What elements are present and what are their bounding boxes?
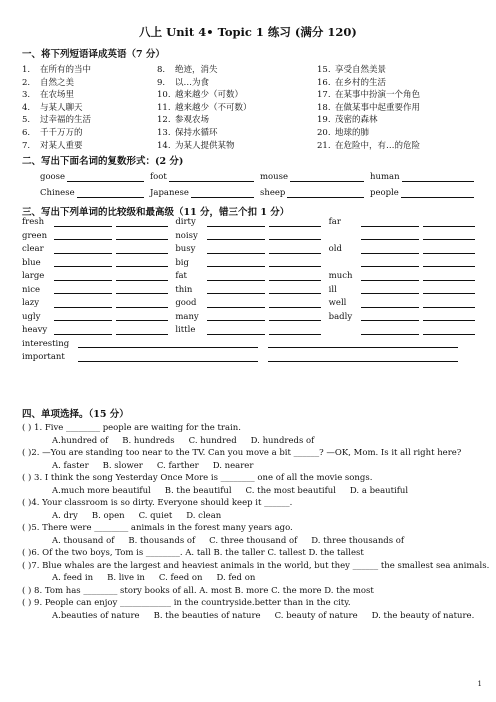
comparative-blank[interactable] <box>207 257 265 267</box>
phrase-text: 茂密的森林 <box>335 115 378 126</box>
comparison-group <box>329 243 482 257</box>
phrase-number: 15. <box>317 65 331 75</box>
superlative-blank[interactable] <box>269 311 321 321</box>
answer-option[interactable]: D. the beauty of nature. <box>371 610 475 621</box>
answer-options <box>22 535 482 548</box>
superlative-blank[interactable] <box>423 284 475 294</box>
adjective-word: well <box>328 298 347 308</box>
comparative-blank[interactable] <box>207 217 265 227</box>
phrase-number: 21. <box>317 140 331 151</box>
answer-option[interactable]: C. quiet <box>138 510 173 521</box>
answer-option[interactable]: B. hundreds <box>122 435 175 446</box>
comparison-row-long <box>22 338 482 352</box>
phrase-text: 以…为食 <box>175 77 210 88</box>
answer-blank[interactable] <box>290 171 364 182</box>
phrase-number: 10. <box>157 90 171 101</box>
phrase-text: 千千万万的 <box>40 127 83 138</box>
adjective-word: much <box>328 271 353 281</box>
answer-option[interactable]: D. hundreds of <box>250 435 315 446</box>
adjective-word: large <box>22 271 45 281</box>
noun-word: Japanese <box>150 188 189 198</box>
answer-options <box>22 572 482 585</box>
comparison-row <box>22 284 482 298</box>
comparison-group <box>22 324 175 338</box>
comparative-blank[interactable] <box>361 217 419 227</box>
multiple-choice-list <box>22 422 490 622</box>
noun-word: Chinese <box>40 188 75 198</box>
comparison-row <box>22 230 482 244</box>
comparative-blank[interactable] <box>207 271 265 281</box>
superlative-blank[interactable] <box>423 325 475 335</box>
comparison-group <box>22 297 175 311</box>
answer-options <box>22 485 482 498</box>
comparison-group <box>175 324 328 338</box>
phrase-cell <box>22 102 157 115</box>
phrase-number: 3. <box>22 90 31 101</box>
answer-option[interactable]: C. farther <box>156 460 199 471</box>
comparative-blank[interactable] <box>361 230 419 240</box>
phrase-cell <box>317 77 482 90</box>
question-stem: ( )2. —You are standing too near to the TV. Can you move a bit ______? —OK, Mom. Is it all right here? <box>22 448 462 458</box>
answer-option[interactable]: A. thousand of <box>52 535 115 546</box>
plural-row <box>40 185 480 201</box>
noun-word: human <box>370 172 400 182</box>
answer-options <box>22 510 482 523</box>
noun-word: sheep <box>260 188 286 198</box>
phrase-row <box>22 102 482 115</box>
comparative-blank[interactable] <box>54 311 112 321</box>
adjective-word: important <box>22 352 65 362</box>
phrase-cell <box>157 140 317 153</box>
noun-word: goose <box>40 172 66 182</box>
superlative-blank[interactable] <box>116 284 168 294</box>
adjective-word: thin <box>175 284 193 295</box>
comparison-group <box>175 257 328 271</box>
answer-options <box>22 460 482 473</box>
comparison-group <box>329 297 482 311</box>
answer-option[interactable]: A.hundred of <box>52 435 109 446</box>
phrase-number: 8. <box>157 65 166 75</box>
comparative-blank[interactable] <box>207 298 265 308</box>
phrase-text: 享受自然美景 <box>335 65 387 75</box>
adjective-word: lazy <box>22 298 40 308</box>
plural-cell <box>370 169 480 185</box>
phrase-number: 1. <box>22 65 31 75</box>
answer-option[interactable]: C. hundred <box>188 435 237 446</box>
phrase-cell <box>317 102 482 115</box>
answer-options <box>22 435 482 448</box>
phrase-row <box>22 64 482 77</box>
question-stem: ( )7. Blue whales are the largest and heaviest animals in the world, but they ______ the smallest sea animals. <box>22 560 490 571</box>
adjective-word: ugly <box>22 311 41 322</box>
plural-row <box>40 169 480 185</box>
comparative-blank[interactable] <box>54 298 112 308</box>
comparative-blank[interactable] <box>78 352 258 362</box>
plural-cell <box>150 185 260 201</box>
comparison-group <box>175 243 328 257</box>
phrase-number: 11. <box>157 102 171 113</box>
adjective-word: fresh <box>22 217 45 227</box>
adjective-word: ill <box>328 284 337 295</box>
adjective-word: nice <box>22 284 40 295</box>
phrase-cell <box>317 89 482 102</box>
comparison-row-long <box>22 351 482 365</box>
comparative-blank[interactable] <box>54 271 112 281</box>
comparison-group <box>329 230 482 243</box>
superlative-blank[interactable] <box>116 298 168 308</box>
superlative-blank[interactable] <box>423 271 475 281</box>
comparative-blank[interactable] <box>207 244 265 254</box>
superlative-blank[interactable] <box>423 311 475 321</box>
superlative-blank[interactable] <box>116 271 168 281</box>
question-stem: ( )4. Your classroom is so dirty. Everyone should keep it ______. <box>22 498 293 508</box>
phrase-cell <box>22 89 157 102</box>
section-2-heading: 二、写出下面名词的复数形式：(2 分) <box>22 156 184 167</box>
answer-option[interactable]: A.beauties of nature <box>52 610 140 621</box>
superlative-blank[interactable] <box>268 352 458 362</box>
answer-option[interactable]: D. clean <box>186 510 222 521</box>
phrase-cell <box>22 127 157 140</box>
plural-cell <box>150 169 260 185</box>
page-number: 1 <box>477 680 482 688</box>
adjective-word: noisy <box>175 230 198 241</box>
phrase-text: 绝迹，消失 <box>175 65 218 75</box>
phrase-cell <box>157 64 317 77</box>
superlative-blank[interactable] <box>269 244 321 254</box>
superlative-blank[interactable] <box>116 325 168 335</box>
phrase-number: 9. <box>157 77 166 88</box>
superlative-blank[interactable] <box>269 257 321 267</box>
answer-option[interactable]: D. a beautiful <box>349 485 409 496</box>
comparison-group <box>175 311 328 325</box>
phrase-cell <box>317 64 482 77</box>
phrase-text: 越来越少（可数） <box>175 90 244 101</box>
comparative-blank[interactable] <box>361 298 419 308</box>
plural-cell <box>370 185 480 201</box>
comparison-row <box>22 297 482 311</box>
answer-option[interactable]: A. feed in <box>52 573 94 583</box>
superlative-blank[interactable] <box>423 244 475 254</box>
question-stem: ( ) 8. Tom has ________ story books of all. A. most B. more C. the more D. the most <box>22 585 374 596</box>
noun-word: foot <box>150 172 167 182</box>
phrase-row <box>22 127 482 140</box>
answer-option[interactable]: B. the beautiful <box>164 485 232 496</box>
superlative-blank[interactable] <box>268 338 458 348</box>
comparative-blank[interactable] <box>361 325 419 335</box>
superlative-blank[interactable] <box>116 217 168 227</box>
answer-blank[interactable] <box>191 187 254 198</box>
superlative-blank[interactable] <box>423 230 475 240</box>
answer-option[interactable]: A. faster <box>52 460 89 471</box>
phrase-number: 2. <box>22 77 31 88</box>
phrase-text: 在农场里 <box>40 90 75 101</box>
answer-blank[interactable] <box>169 171 254 182</box>
phrase-text: 与某人聊天 <box>40 102 83 113</box>
comparison-group <box>175 216 328 230</box>
adjective-word: green <box>22 230 48 241</box>
superlative-blank[interactable] <box>116 230 168 240</box>
adjective-word: little <box>175 325 196 335</box>
answer-blank[interactable] <box>287 187 364 198</box>
superlative-blank[interactable] <box>269 230 321 240</box>
superlative-blank[interactable] <box>269 298 321 308</box>
answer-option[interactable]: C. three thousand of <box>209 535 298 546</box>
comparative-blank[interactable] <box>54 230 112 240</box>
superlative-blank[interactable] <box>269 271 321 281</box>
adjective-word: dirty <box>175 217 196 227</box>
phrase-text: 参观农场 <box>175 115 210 126</box>
answer-option[interactable]: C. beauty of nature <box>274 610 358 621</box>
phrase-text: 保持水循环 <box>175 127 218 138</box>
phrase-cell <box>157 127 317 140</box>
question-stem: ( )6. Of the two boys, Tom is ________. A. tall B. the taller C. tallest D. the tallest <box>22 548 364 558</box>
answer-options <box>22 610 482 623</box>
phrase-number: 19. <box>317 115 331 126</box>
comparison-row <box>22 257 482 271</box>
comparative-blank[interactable] <box>207 325 265 335</box>
comparison-group <box>22 311 175 325</box>
comparison-row <box>22 311 482 325</box>
comparison-group <box>175 230 328 244</box>
phrase-text: 对某人重要 <box>40 140 83 151</box>
answer-option[interactable]: D. fed on <box>216 573 256 583</box>
comparison-group <box>329 257 482 270</box>
comparison-group <box>22 270 175 284</box>
comparison-group <box>22 284 175 298</box>
phrase-number: 13. <box>157 127 171 138</box>
adjective-word: far <box>328 217 341 227</box>
comparative-blank[interactable] <box>78 338 258 348</box>
adjective-word: old <box>328 244 342 254</box>
section-3-heading: 三、写出下列单词的比较级和最高级（11 分，错三个扣 1 分） <box>22 207 290 218</box>
answer-blank[interactable] <box>401 187 474 198</box>
phrase-cell <box>22 77 157 90</box>
phrase-number: 12. <box>157 115 171 126</box>
comparison-table <box>22 216 482 365</box>
answer-blank[interactable] <box>67 171 144 182</box>
comparative-blank[interactable] <box>207 230 265 240</box>
adjective-word: heavy <box>22 325 48 335</box>
answer-option[interactable]: A. dry <box>52 510 78 521</box>
phrase-text: 在乡村的生活 <box>335 77 387 88</box>
comparative-blank[interactable] <box>207 284 265 294</box>
phrase-cell <box>22 140 157 153</box>
answer-option[interactable]: D. nearer <box>212 460 254 471</box>
phrase-cell <box>157 114 317 127</box>
comparison-group <box>175 297 328 311</box>
phrase-row <box>22 140 482 153</box>
noun-word: people <box>370 188 399 198</box>
phrase-text: 在危险中，有…的危险 <box>335 140 421 151</box>
phrase-text: 在某事中扮演一个角色 <box>335 90 421 101</box>
adjective-word: badly <box>328 311 353 322</box>
answer-option[interactable]: C. feed on <box>158 573 203 583</box>
comparative-blank[interactable] <box>361 244 419 254</box>
adjective-word: many <box>175 311 199 322</box>
answer-option[interactable]: B. the beauties of nature <box>153 610 261 621</box>
superlative-blank[interactable] <box>269 284 321 294</box>
phrase-number: 16. <box>317 77 331 88</box>
comparison-row <box>22 243 482 257</box>
comparison-row <box>22 216 482 230</box>
adjective-word: clear <box>22 244 44 254</box>
plural-cell <box>40 185 150 201</box>
comparative-blank[interactable] <box>54 284 112 294</box>
comparison-row <box>22 270 482 284</box>
answer-option[interactable]: B. live in <box>107 573 145 583</box>
comparison-group <box>329 216 482 230</box>
superlative-blank[interactable] <box>423 257 475 267</box>
phrase-text: 在做某事中起重要作用 <box>335 102 421 113</box>
comparative-blank[interactable] <box>54 325 112 335</box>
superlative-blank[interactable] <box>269 217 321 227</box>
phrase-text: 地球的肺 <box>335 127 370 138</box>
phrase-row <box>22 89 482 102</box>
question-stem: ( ) 9. People can enjoy ____________ in the countryside.better than in the city. <box>22 598 351 608</box>
phrase-text: 过幸福的生活 <box>40 115 92 126</box>
answer-option[interactable]: C. the most beautiful <box>245 485 336 496</box>
adjective-word: blue <box>22 257 41 268</box>
comparison-group <box>22 216 175 230</box>
phrase-text: 在所有的当中 <box>40 65 92 75</box>
superlative-blank[interactable] <box>116 257 168 267</box>
comparative-blank[interactable] <box>361 311 419 321</box>
phrase-cell <box>157 77 317 90</box>
answer-blank[interactable] <box>77 187 144 198</box>
phrase-cell <box>22 114 157 127</box>
answer-option[interactable]: D. three thousands of <box>311 535 405 546</box>
answer-option[interactable]: B. open <box>91 510 125 521</box>
comparison-group <box>22 230 175 244</box>
comparison-group <box>22 257 175 271</box>
comparative-blank[interactable] <box>54 257 112 267</box>
comparative-blank[interactable] <box>54 244 112 254</box>
phrase-cell <box>157 89 317 102</box>
plural-cell <box>40 169 150 185</box>
superlative-blank[interactable] <box>116 311 168 321</box>
phrase-number: 7. <box>22 140 31 151</box>
superlative-blank[interactable] <box>423 217 475 227</box>
adjective-word: busy <box>175 244 196 254</box>
phrase-row <box>22 114 482 127</box>
phrase-cell <box>317 127 482 140</box>
phrase-number: 6. <box>22 127 31 138</box>
comparison-group <box>329 284 482 298</box>
phrase-number: 20. <box>317 127 331 138</box>
comparison-row <box>22 324 482 338</box>
phrase-number: 17. <box>317 90 331 101</box>
plural-cell <box>260 185 370 201</box>
phrase-number: 4. <box>22 102 31 113</box>
adjective-word: interesting <box>22 338 70 349</box>
comparative-blank[interactable] <box>54 217 112 227</box>
adjective-word: good <box>175 298 197 308</box>
comparative-blank[interactable] <box>361 284 419 294</box>
question-stem: ( ) 3. I think the song Yesterday Once More is ________ one of all the movie songs. <box>22 473 373 483</box>
comparative-blank[interactable] <box>361 257 419 267</box>
plural-cell <box>260 169 370 185</box>
noun-word: mouse <box>260 172 289 182</box>
answer-blank[interactable] <box>402 171 474 182</box>
superlative-blank[interactable] <box>116 244 168 254</box>
phrase-cell <box>317 140 482 153</box>
phrase-table <box>22 64 482 152</box>
section-1-heading: 一、将下列短语译成英语（7 分） <box>22 49 165 60</box>
phrase-number: 14. <box>157 140 171 151</box>
comparative-blank[interactable] <box>207 311 265 321</box>
plural-table <box>40 169 480 201</box>
adjective-word: big <box>175 257 189 268</box>
question-stem: ( ) 1. Five ________ people are waiting for the train. <box>22 423 241 433</box>
phrase-number: 5. <box>22 115 31 126</box>
page-title: 八上 Unit 4• Topic 1 练习 (满分 120) <box>139 25 357 39</box>
superlative-blank[interactable] <box>423 298 475 308</box>
adjective-word: fat <box>175 271 187 281</box>
phrase-cell <box>22 64 157 77</box>
comparison-group <box>175 284 328 298</box>
comparative-blank[interactable] <box>361 271 419 281</box>
phrase-number: 18. <box>317 102 331 113</box>
section-4-heading: 四、单项选择。（15 分） <box>22 409 129 420</box>
comparison-group <box>329 270 482 284</box>
phrase-text: 越来越少（不可数） <box>175 102 252 113</box>
phrase-text: 自然之美 <box>40 77 75 88</box>
comparison-group <box>22 243 175 257</box>
phrase-cell <box>317 114 482 127</box>
answer-option[interactable]: A.much more beautiful <box>52 485 151 496</box>
comparison-group <box>329 325 482 338</box>
superlative-blank[interactable] <box>269 325 321 335</box>
phrase-text: 为某人提供某物 <box>175 140 235 151</box>
answer-option[interactable]: B. thousands of <box>128 535 196 546</box>
comparison-group <box>175 270 328 284</box>
phrase-row <box>22 77 482 90</box>
phrase-cell <box>157 102 317 115</box>
comparison-group <box>329 311 482 325</box>
answer-option[interactable]: B. slower <box>102 460 143 471</box>
question-stem: ( )5. There were ________ animals in the forest many years ago. <box>22 523 293 533</box>
